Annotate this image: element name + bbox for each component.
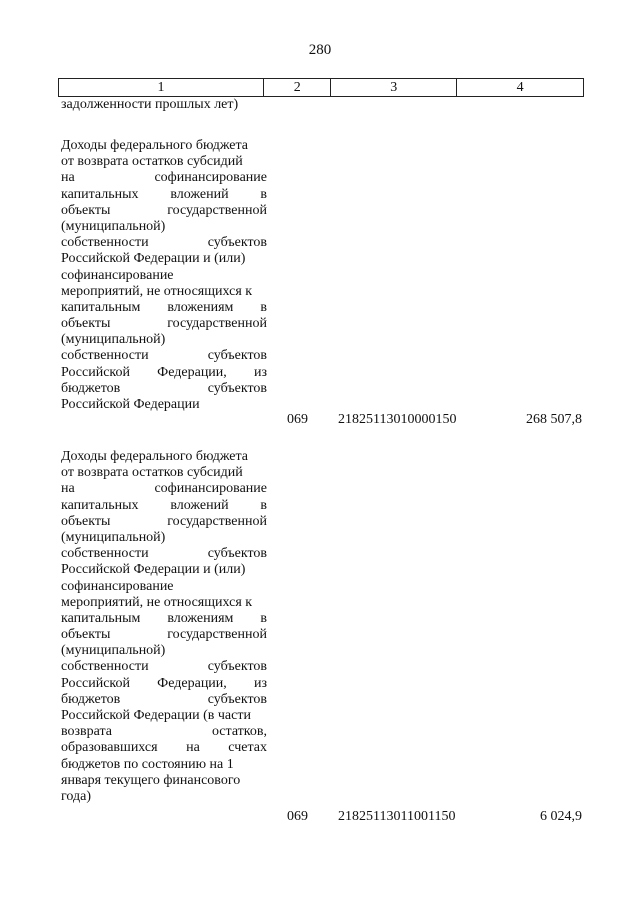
row-2-line: бюджетов субъектов bbox=[61, 691, 267, 707]
row-1-line: (муниципальной) bbox=[61, 218, 166, 234]
column-number-1: 1 bbox=[59, 79, 264, 97]
column-number-2: 2 bbox=[264, 79, 331, 97]
row-2-line: Доходы федерального бюджета bbox=[61, 449, 249, 464]
row-2-line: объекты государственной bbox=[61, 627, 267, 643]
row-2-line: января текущего финансового bbox=[61, 772, 241, 788]
column-number-3: 3 bbox=[331, 79, 457, 97]
row-1-line: Российской Федерации bbox=[61, 397, 200, 412]
row-2-admin-code: 069 bbox=[287, 809, 308, 824]
row-1-kbk-code: 21825113010000150 bbox=[338, 412, 457, 427]
row-1-line: софинансирование bbox=[61, 267, 174, 283]
row-1-line: объекты государственной bbox=[61, 202, 267, 218]
column-number-header bbox=[58, 78, 584, 97]
row-2-description bbox=[61, 449, 267, 805]
page-number: 280 bbox=[308, 42, 332, 58]
row-2-line: возврата остатков, bbox=[61, 724, 267, 740]
previous-row-tail: задолженности прошлых лет) bbox=[61, 97, 239, 112]
row-2-line: софинансирование bbox=[61, 578, 174, 594]
row-1-line: (муниципальной) bbox=[61, 332, 166, 348]
row-2-line: Российской Федерации (в части bbox=[61, 708, 251, 723]
row-1-line: бюджетов субъектов bbox=[61, 380, 267, 396]
row-1-line: объекты государственной bbox=[61, 316, 267, 332]
row-1-admin-code: 069 bbox=[287, 412, 308, 427]
column-number-4: 4 bbox=[457, 79, 584, 97]
row-1-description bbox=[61, 138, 267, 413]
row-1-line: от возврата остатков субсидий bbox=[61, 154, 243, 170]
row-2-line: (муниципальной) bbox=[61, 643, 166, 659]
row-2-line: на софинансирование bbox=[61, 481, 267, 497]
row-2-line: (муниципальной) bbox=[61, 529, 166, 545]
row-2-amount: 6 024,9 bbox=[540, 809, 582, 824]
row-2-line: капитальных вложений в bbox=[61, 497, 267, 513]
row-2-line: от возврата остатков субсидий bbox=[61, 465, 243, 481]
row-1-line: собственности субъектов bbox=[61, 348, 267, 364]
row-2-line: бюджетов по состоянию на 1 bbox=[61, 756, 234, 772]
row-2-line: года) bbox=[61, 788, 91, 804]
row-2-line: объекты государственной bbox=[61, 513, 267, 529]
row-2-line: собственности субъектов bbox=[61, 546, 267, 562]
row-1-line: капитальным вложениям в bbox=[61, 299, 267, 315]
row-1-line: Доходы федерального бюджета bbox=[61, 138, 249, 153]
row-2-line: Российской Федерации, из bbox=[61, 675, 267, 691]
row-1-line: собственности субъектов bbox=[61, 235, 267, 251]
row-2-line: мероприятий, не относящихся к bbox=[61, 594, 253, 610]
row-2-line: Российской Федерации и (или) bbox=[61, 562, 246, 578]
row-2-line: капитальным вложениям в bbox=[61, 610, 267, 626]
row-2-line: образовавшихся на счетах bbox=[61, 740, 267, 756]
row-2-line: собственности субъектов bbox=[61, 659, 267, 675]
row-1-amount: 268 507,8 bbox=[526, 412, 582, 427]
row-1-line: капитальных вложений в bbox=[61, 186, 267, 202]
row-1-line: Российской Федерации и (или) bbox=[61, 251, 246, 267]
row-1-line: на софинансирование bbox=[61, 170, 267, 186]
row-2-kbk-code: 21825113011001150 bbox=[338, 809, 456, 824]
row-1-line: мероприятий, не относящихся к bbox=[61, 283, 253, 299]
row-1-line: Российской Федерации, из bbox=[61, 364, 267, 380]
